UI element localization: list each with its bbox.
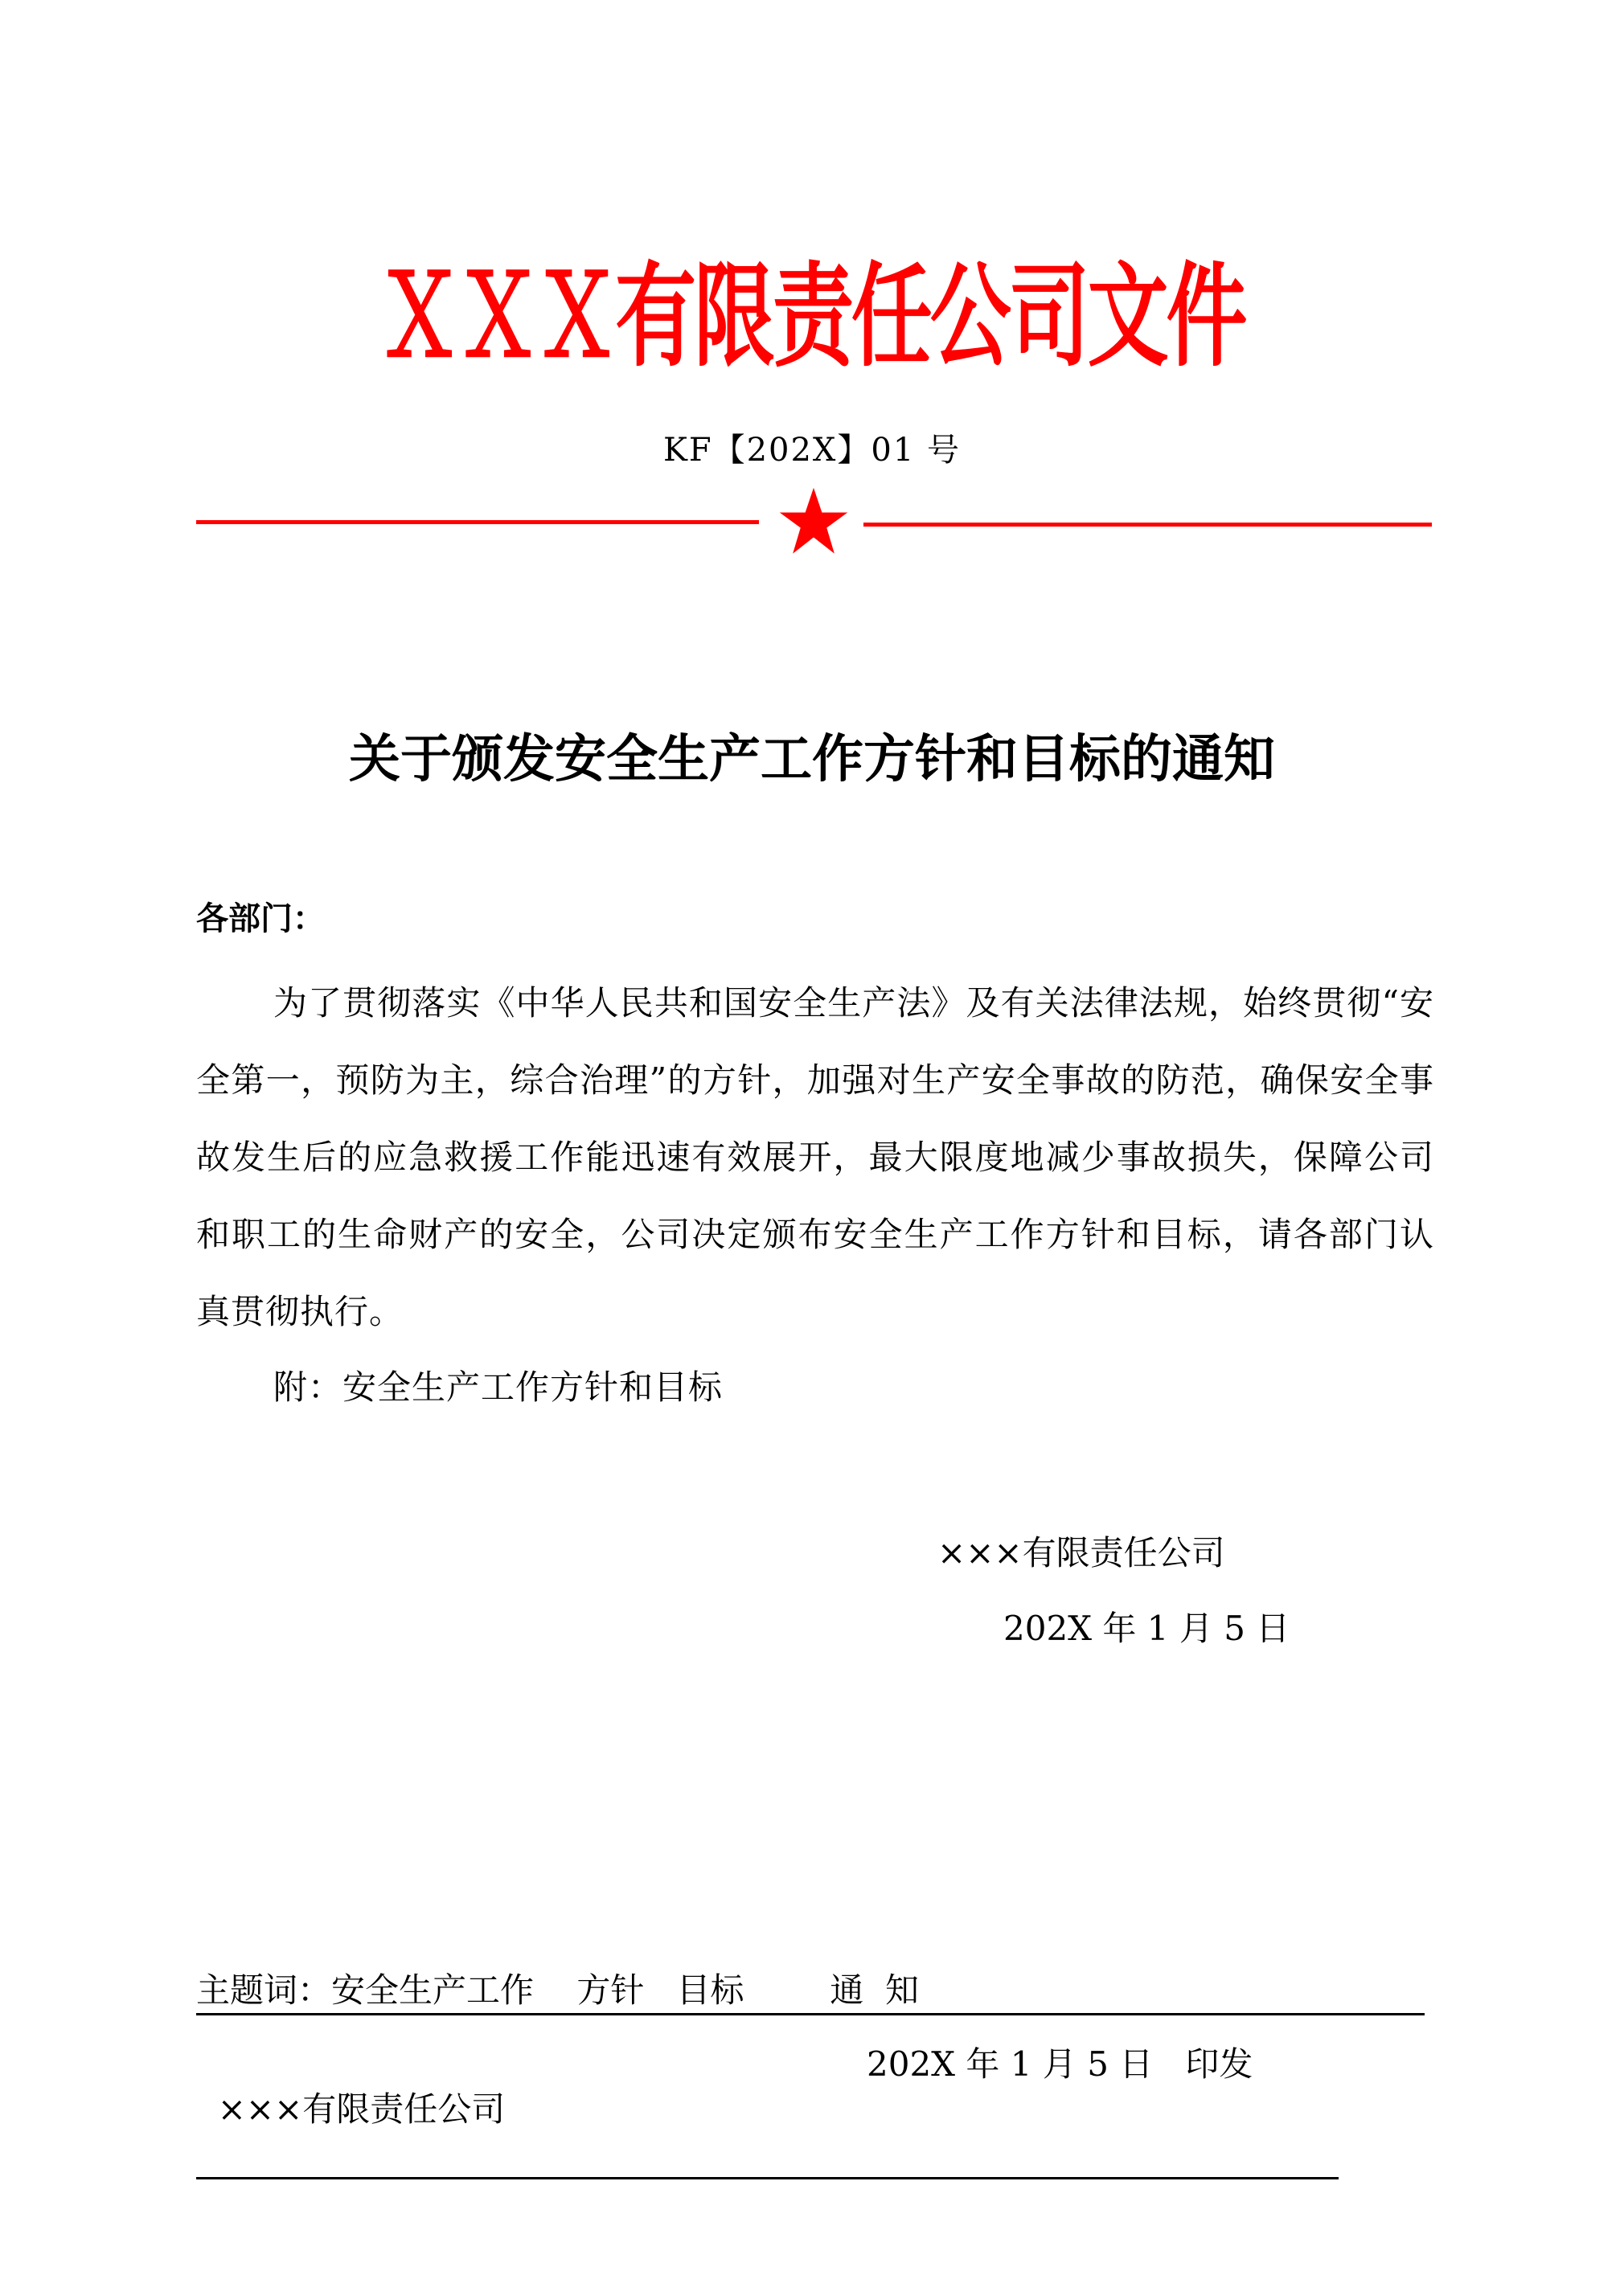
notice-body: 为了贯彻落实《中华人民共和国安全生产法》及有关法律法规，始终贯彻“安全第一，预防为主，综合治理”的方针，加强对生产安全事故的防范，确保安全事故发生后的应急救援工作能迅速有效展开，最大限度地减少事故损失，保障公司和职工的生命财产的安全，公司决定颁布安全生产工作方针和目标，请各部门认真贯彻执行。 [196, 983, 1434, 1331]
notice-heading: 关于颁发安全生产工作方针和目标的通知 [349, 730, 1275, 789]
issuer-name: ×××有限责任公司 [217, 2089, 506, 2129]
red-star-icon [778, 486, 849, 557]
red-rule-left [196, 520, 759, 524]
issuer-row [196, 2042, 1339, 2179]
red-rule-right [863, 523, 1432, 527]
document-number: KF【202X】01 号 [662, 432, 962, 469]
document-header-title: ＸＸＸ有限责任公司文件 [379, 252, 1245, 383]
attachment-note: 附：安全生产工作方针和目标 [273, 1367, 724, 1407]
issue-date: 202X 年 1 月 5 日 印发 [867, 2044, 1253, 2084]
signature-organization: ×××有限责任公司 [937, 1533, 1225, 1572]
subject-keywords: 主题词：安全生产工作 方针 目标 通 知 [196, 1968, 1425, 2015]
signature-date: 202X 年 1 月 5 日 [1003, 1609, 1290, 1648]
salutation: 各部门： [196, 900, 325, 937]
